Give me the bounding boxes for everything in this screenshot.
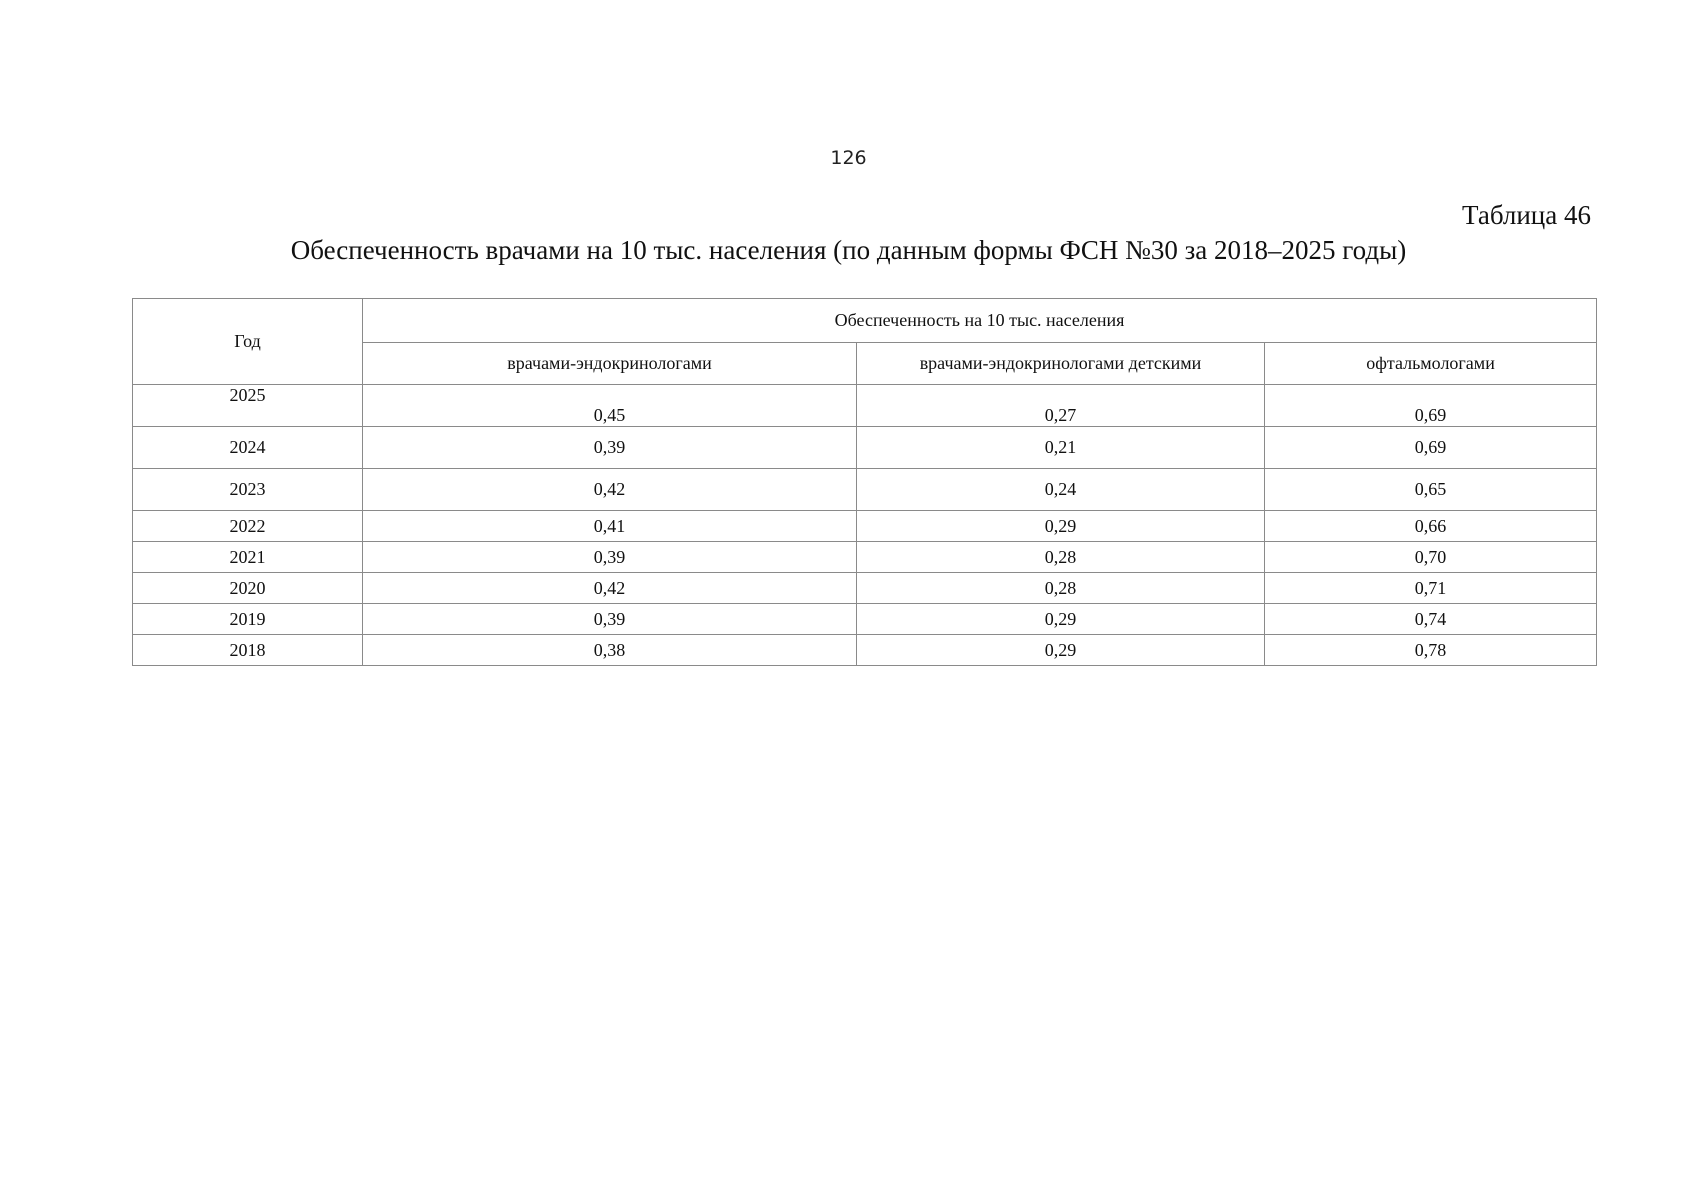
year-cell: 2018 [133, 635, 363, 666]
year-cell: 2019 [133, 604, 363, 635]
value-cell: 0,29 [857, 604, 1265, 635]
year-cell: 2024 [133, 427, 363, 469]
column-header-pediatric-endocrinologists: врачами-эндокринологами детскими [857, 343, 1265, 385]
value-cell: 0,24 [857, 469, 1265, 511]
table-row [133, 469, 1597, 511]
value-cell: 0,39 [363, 427, 857, 469]
table-row [133, 604, 1597, 635]
table-row [133, 427, 1597, 469]
data-table [132, 298, 1597, 666]
value-cell: 0,41 [363, 511, 857, 542]
table-title: Обеспеченность врачами на 10 тыс. населения (по данным формы ФСН №30 за 2018–2025 годы) [290, 235, 1407, 265]
year-cell: 2022 [133, 511, 363, 542]
table-row [133, 385, 1597, 427]
value-cell: 0,78 [1265, 635, 1597, 666]
value-cell: 0,45 [363, 385, 857, 427]
table-label: Таблица 46 [1462, 200, 1591, 230]
value-cell: 0,70 [1265, 542, 1597, 573]
value-cell: 0,27 [857, 385, 1265, 427]
table-row [133, 573, 1597, 604]
value-cell: 0,39 [363, 604, 857, 635]
year-cell: 2023 [133, 469, 363, 511]
value-cell: 0,29 [857, 635, 1265, 666]
value-cell: 0,39 [363, 542, 857, 573]
column-header-ophthalmologists: офтальмологами [1265, 343, 1597, 385]
year-cell: 2020 [133, 573, 363, 604]
value-cell: 0,66 [1265, 511, 1597, 542]
header-row [133, 299, 1597, 343]
value-cell: 0,42 [363, 469, 857, 511]
value-cell: 0,38 [363, 635, 857, 666]
value-cell: 0,21 [857, 427, 1265, 469]
value-cell: 0,74 [1265, 604, 1597, 635]
value-cell: 0,29 [857, 511, 1265, 542]
table-row [133, 542, 1597, 573]
year-header: Год [133, 299, 363, 385]
group-header: Обеспеченность на 10 тыс. населения [363, 299, 1597, 343]
year-cell: 2025 [133, 385, 363, 427]
value-cell: 0,65 [1265, 469, 1597, 511]
value-cell: 0,28 [857, 573, 1265, 604]
page-number: 126 [830, 147, 867, 169]
column-header-endocrinologists: врачами-эндокринологами [363, 343, 857, 385]
value-cell: 0,42 [363, 573, 857, 604]
value-cell: 0,28 [857, 542, 1265, 573]
value-cell: 0,69 [1265, 427, 1597, 469]
value-cell: 0,71 [1265, 573, 1597, 604]
table-row [133, 635, 1597, 666]
table-row [133, 511, 1597, 542]
value-cell: 0,69 [1265, 385, 1597, 427]
year-cell: 2021 [133, 542, 363, 573]
